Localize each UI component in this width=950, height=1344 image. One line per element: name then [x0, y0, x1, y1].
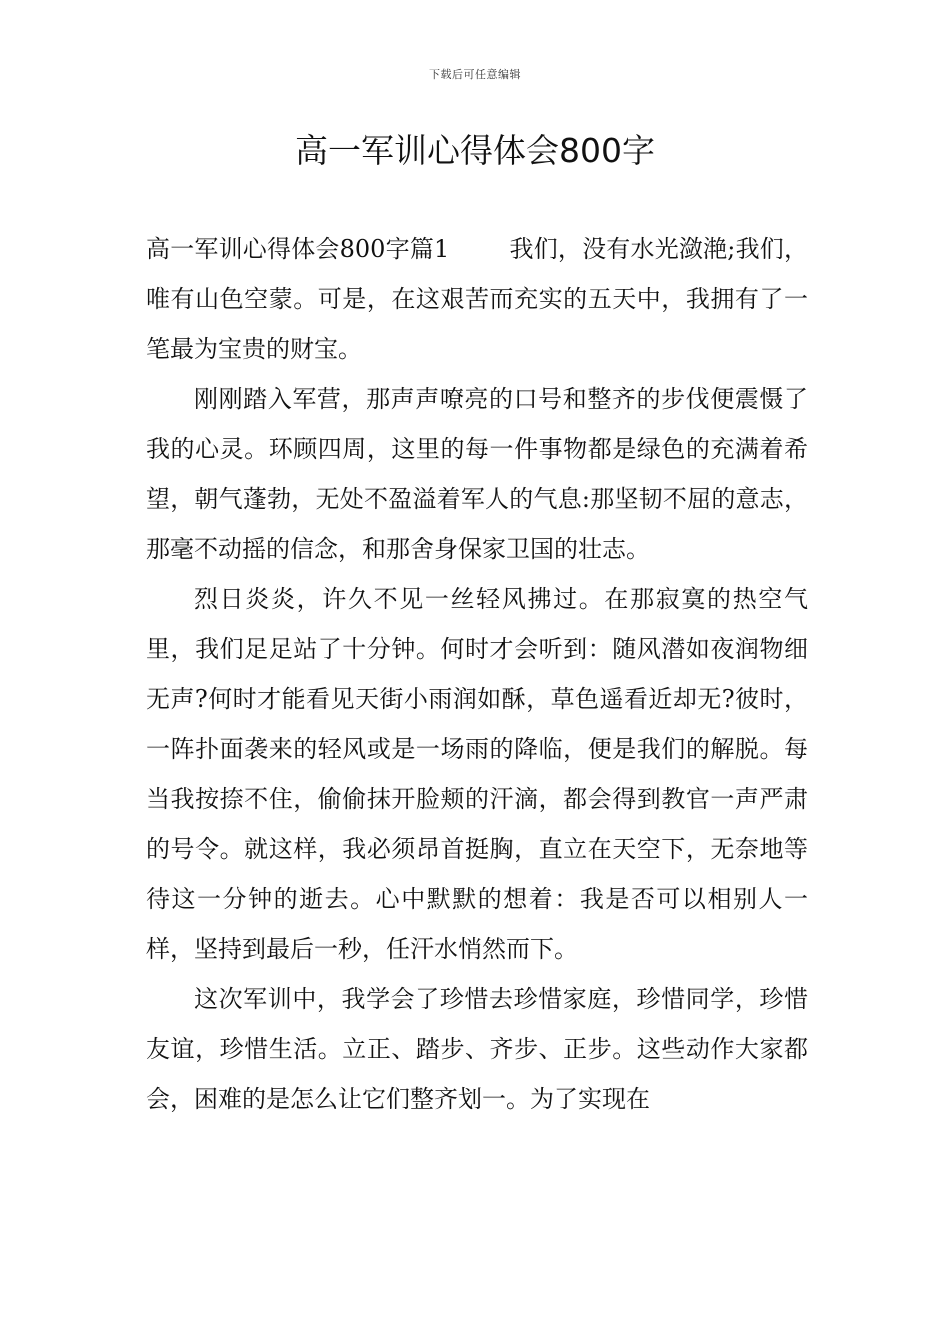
section-heading: 高一军训心得体会800字篇1 — [146, 235, 450, 263]
page-header-note: 下载后可任意编辑 — [429, 68, 521, 81]
document-title: 高一军训心得体会800字 — [295, 131, 655, 170]
paragraph-2: 刚刚踏入军营，那声声嘹亮的口号和整齐的步伐便震慑了我的心灵。环顾四周，这里的每一件事物都是绿色的充满着希望，朝气蓬勃，无处不盈溢着军人的气息:那坚韧不屈的意志，那毫不动摇的信念，和那舍身保家卫国的壮志。 — [146, 385, 808, 563]
paragraph-1-text: 我们，没有水光潋滟;我们，唯有山色空蒙。可是，在这艰苦而充实的五天中，我拥有了一笔最为宝贵的财宝。 — [146, 235, 808, 363]
paragraph-4: 这次军训中，我学会了珍惜去珍惜家庭，珍惜同学，珍惜友谊，珍惜生活。立正、踏步、齐步、正步。这些动作大家都会，困难的是怎么让它们整齐划一。为了实现在 — [146, 985, 808, 1113]
document-body — [146, 224, 808, 1124]
paragraph-1 — [146, 224, 808, 374]
paragraph-3: 烈日炎炎，许久不见一丝轻风拂过。在那寂寞的热空气里，我们足足站了十分钟。何时才会听到：随风潜如夜润物细无声?何时才能看见天街小雨润如酥，草色遥看近却无?彼时，一阵扑面袭来的轻风或是一场雨的降临，便是我们的解脱。每当我按捺不住，偷偷抹开脸颊的汗滴，都会得到教官一声严肃的号令。就这样，我必须昂首挺胸，直立在天空下，无奈地等待这一分钟的逝去。心中默默的想着：我是否可以相别人一样，坚持到最后一秒，任汗水悄然而下。 — [146, 585, 808, 963]
